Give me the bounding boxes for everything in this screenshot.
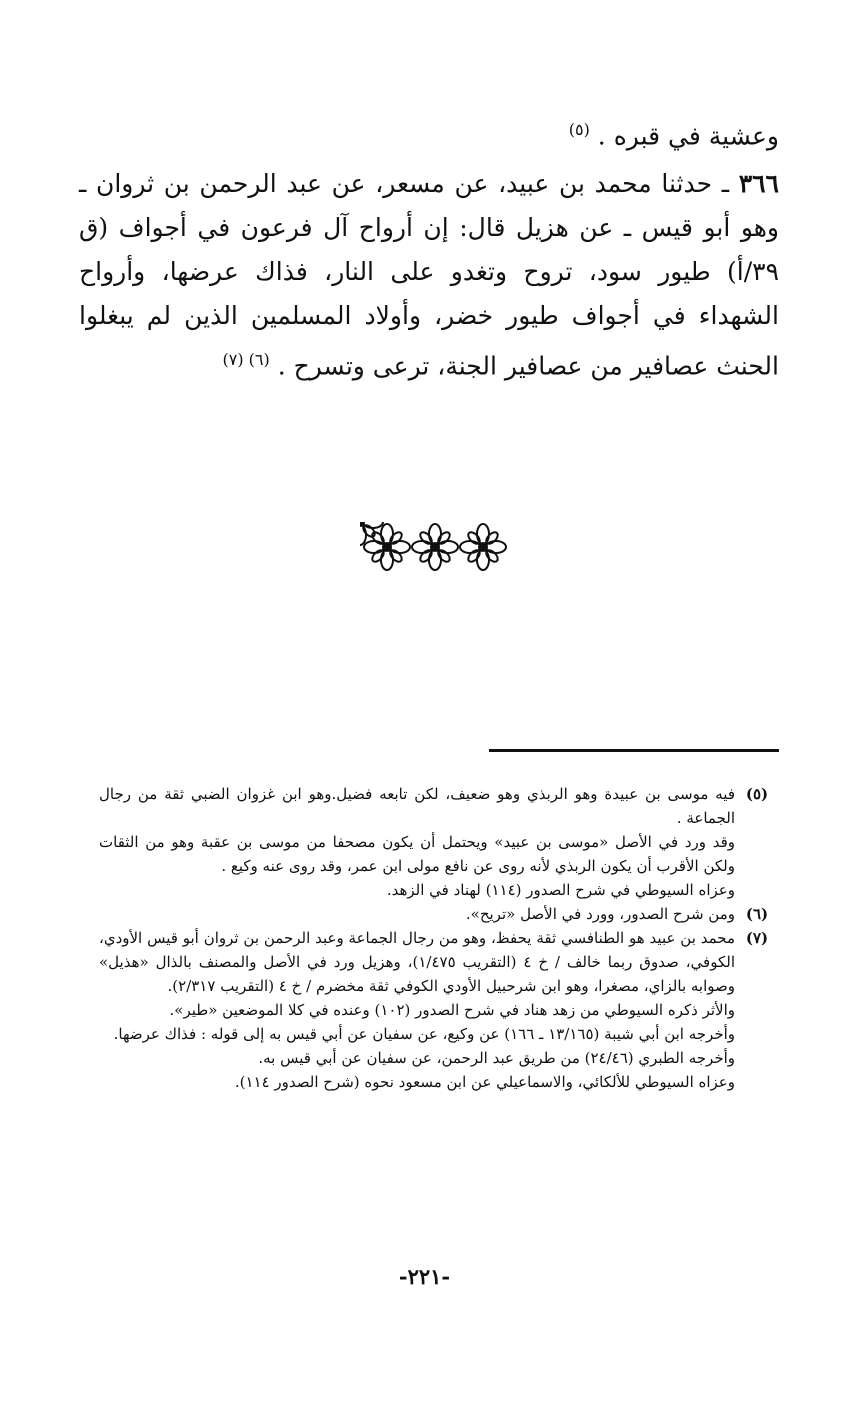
page-number: -٢٢١-	[398, 1264, 451, 1289]
continuation-text: وعشية في قبره .	[597, 121, 779, 151]
footnote-5	[99, 782, 779, 902]
footnote-line: وأخرجه الطبري (٢٤/٤٦) من طريق عبد الرحمن، عن سفيان عن أبي قيس به.	[258, 1049, 735, 1067]
footnote-line: والأثر ذكره السيوطي من زهد هناد في شرح الصدور (١٠٢) وعنده في كلا الموضعين «طير».	[169, 1001, 735, 1019]
footnote-number: (٥)	[745, 785, 769, 803]
footnote-line: وعزاه السيوطي في شرح الصدور (١١٤) لهناد في الزهد.	[386, 881, 735, 899]
footnote-body	[99, 926, 735, 1094]
footnote-body	[99, 902, 735, 926]
continuation-line	[79, 108, 779, 158]
hadith-text: ـ حدثنا محمد بن عبيد، عن مسعر، عن عبد الرحمن بن ثروان ـ وهو أبو قيس ـ عن هزيل قال: إن أرواح آل فرعون في أجواف (ق ٣٩/أ) طيور سود، تروح وتغدو على النار، فذاك عرضها، وأرواح الشهداء في أجواف طيور خضر، وأولاد المسلمين الذين لم يبغلوا الحنث عصافير من عصافير الجنة، ترعى وتسرح .	[79, 169, 779, 381]
footnote-line: وأخرجه ابن أبي شيبة (١٣/١٦٥ ـ ١٦٦) عن وكيع، عن سفيان عن أبي قيس به إلى قوله : فذاك عرضها.	[113, 1025, 735, 1043]
hadith-paragraph	[79, 162, 779, 388]
footnote-line: فيه موسى بن عبيدة وهو الربذي وهو ضعيف، لكن تابعه فضيل.وهو ابن غزوان الضبي ثقة من رجال الجماعة .	[99, 785, 735, 827]
footnote-body	[99, 782, 735, 902]
footnote-line: وقد ورد في الأصل «موسى بن عبيد» ويحتمل أن يكون مصحفا من موسى بن عقبة وهو من الثقات ولكن الأقرب أن يكون الربذي لأنه روى عن نافع مولى ابن عمر، وقد روى عنه وكيع .	[99, 833, 735, 875]
footnote-number: (٧)	[745, 929, 769, 947]
floral-ornament-icon	[360, 522, 510, 572]
footnote-line: محمد بن عبيد هو الطنافسي ثقة يحفظ، وهو من رجال الجماعة وعبد الرحمن بن ثروان أبو قيس الأودي، الكوفي، صدوق ربما خالف / خ ٤ (التقريب ١/٤٧٥)، وهزيل ورد في الأصل والمصنف بالذال «هذيل» وصوابه بالزاي، مصغرا، وهو ابن شرحبيل الأودي الكوفي ثقة مخضرم / خ ٤ (التقريب ٢/٣١٧).	[99, 929, 735, 995]
footnote-refs-6-7: (٦) (٧)	[222, 350, 270, 370]
footnote-divider	[489, 749, 779, 752]
footnote-line: وعزاه السيوطي للألكائي، والاسماعيلي عن ابن مسعود نحوه (شرح الصدور ١١٤).	[234, 1073, 735, 1091]
hadith-number: ٣٦٦	[738, 169, 779, 199]
footnote-number: (٦)	[745, 905, 769, 923]
footnote-ref-5: (٥)	[568, 120, 590, 139]
footnotes	[99, 782, 779, 1094]
footnote-line: ومن شرح الصدور، وورد في الأصل «تريح».	[465, 905, 735, 923]
footnote-6	[99, 902, 779, 926]
main-text	[79, 108, 779, 389]
footnote-7	[99, 926, 779, 1094]
